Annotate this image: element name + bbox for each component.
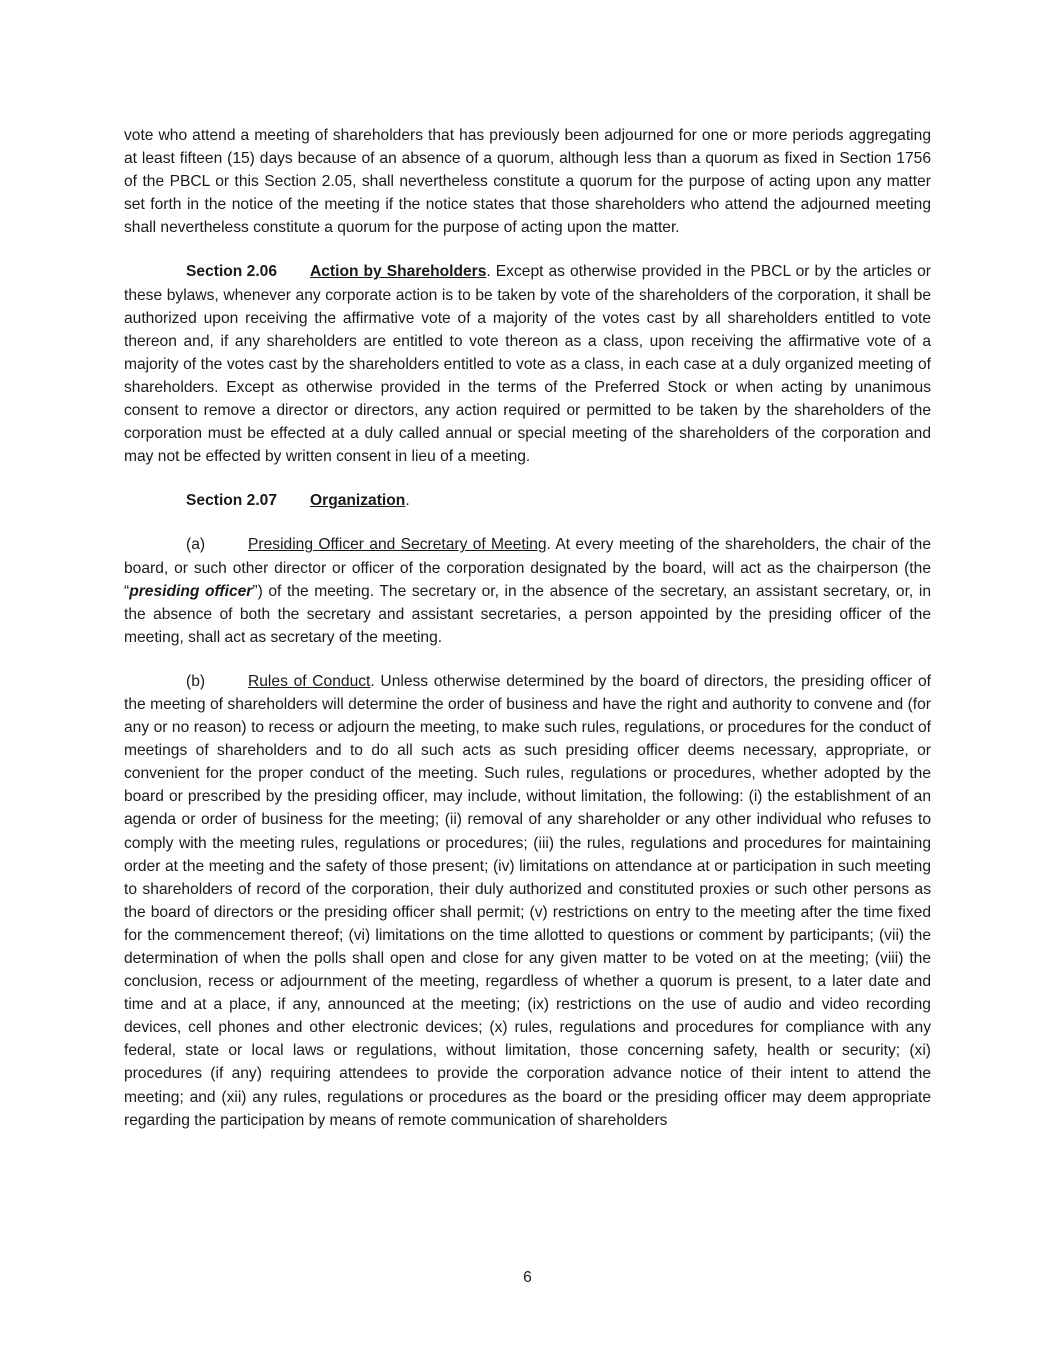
section-2-06-paragraph	[124, 260, 931, 468]
continuation-paragraph	[124, 124, 931, 239]
section-body: . Except as otherwise provided in the PBCL or by the articles or these bylaws, whenever any corporate action is to be taken by vote of the shareholders of the corporation, it shall be authorized upon receiving the affirmative vote of a majority of the votes cast by all shareholders entitled to vote thereon and, if any shareholders are entitled to vote thereon as a class, upon receiving the affirmative vote of a majority of the votes cast by the shareholders entitled to vote as a class, in each case at a duly organized meeting of shareholders. Except as otherwise provided in the terms of the Preferred Stock or when acting by unanimous consent to remove a director or directors, any action required or permitted to be taken by the shareholders of the corporation must be effected at a duly called annual or special meeting of the shareholders of the corporation and may not be effected by written consent in lieu of a meeting.	[124, 263, 931, 466]
subsection-title: Presiding Officer and Secretary of Meeting	[248, 536, 547, 554]
subsection-body-pre: . At every meeting of the shareholders, the chair of the board, or such other director or officer of the corporation designated by the board, will act as the chairperson (the “	[124, 536, 931, 600]
section-number: Section 2.07	[186, 492, 278, 510]
defined-term: presiding officer	[129, 582, 253, 600]
section-title: Organization	[310, 492, 406, 510]
section-2-07-heading	[124, 489, 931, 512]
subsection-body-post: ”) of the meeting. The secretary or, in the absence of the secretary, an assistant secretary, or, in the absence of both the secretary and assistant secretaries, a person appointed by the presiding officer of the meeting, shall act as secretary of the meeting.	[124, 582, 932, 646]
section-title-suffix: .	[405, 492, 410, 510]
section-number: Section 2.06	[186, 263, 278, 281]
subsection-label: (a)	[186, 536, 206, 554]
subsection-title: Rules of Conduct	[248, 672, 371, 690]
subsection-label: (b)	[186, 672, 206, 690]
subsection-body: . Unless otherwise determined by the board of directors, the presiding officer of the meeting of shareholders will determine the order of business and have the right and authority to convene and (for any or no reason) to recess or adjourn the meeting, to make such rules, regulations, or procedures for the conduct of meetings of shareholders and to do all such acts as such presiding officer deems necessary, appropriate, or convenient for the proper conduct of the meeting. Such rules, regulations or procedures, whether adopted by the board or prescribed by the presiding officer, may include, without limitation, the following: (i) the establishment of an agenda or order of business for the meeting; (ii) removal of any shareholder or any other individual who refuses to comply with the meeting rules, regulations or procedures; (iii) the rules, regulations and procedures for maintaining order at the meeting and the safety of those present; (iv) limitations on attendance at or participation in such meeting to shareholders of record of the corporation, their duly authorized and constituted proxies or such other persons as the board of directors or the presiding officer shall permit; (v) restrictions on entry to the meeting after the time fixed for the commencement thereof; (vi) limitations on the time allotted to questions or comment by participants; (vii) the determination of when the polls shall open and close for any given matter to be voted on at the meeting; (viii) the conclusion, recess or adjournment of the meeting, regardless of whether a quorum is present, to a later date and time and at a place, if any, announced at the meeting; (ix) restrictions on the use of audio and video recording devices, cell phones and other electronic devices; (x) rules, regulations and procedures for compliance with any federal, state or local laws or regulations, without limitation, those concerning safety, health or security; (xi) procedures (if any) requiring attendees to provide the corporation advance notice of their intent to attend the meeting; and (xii) any rules, regulations or procedures as the board or the presiding officer may deem appropriate regarding the participation by means of remote communication of shareholders	[124, 672, 932, 1129]
document-page	[124, 124, 931, 1153]
page-number: 6	[523, 1269, 532, 1286]
continuation-text: vote who attend a meeting of shareholders that has previously been adjourned for one or more periods aggregating at least fifteen (15) days because of an absence of a quorum, although less than a quorum as fixed in Section 1756 of the PBCL or this Section 2.05, shall nevertheless constitute a quorum for the purpose of acting upon any matter set forth in the notice of the meeting if the notice states that those shareholders who attend the adjourned meeting shall nevertheless constitute a quorum for the purpose of acting upon the matter.	[124, 127, 931, 237]
subsection-b-paragraph	[124, 670, 931, 1132]
section-title: Action by Shareholders	[310, 263, 487, 281]
subsection-a-paragraph	[124, 533, 931, 648]
